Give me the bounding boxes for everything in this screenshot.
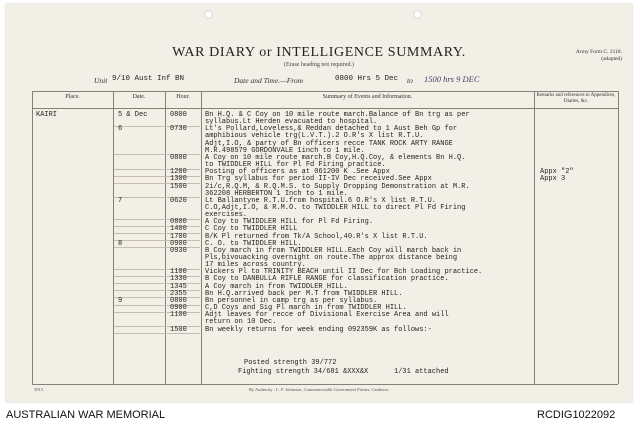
entry-hour: 0900: [170, 304, 187, 313]
col-header-date: Date.: [132, 94, 146, 100]
entry-place: KAIRI: [36, 111, 58, 119]
entry-hour: 2355: [170, 289, 187, 298]
table-top-rule: [32, 91, 618, 92]
col-divider: [201, 91, 202, 384]
row-rule: [114, 154, 200, 155]
attached-strength: 1/31 attached: [394, 368, 449, 376]
col-header-hour: Hour.: [176, 94, 190, 100]
col-header-summary: Summary of Events and Information.: [322, 94, 413, 100]
row-rule: [114, 276, 200, 277]
to-label: to: [407, 76, 413, 85]
posted-strength: Posted strength 39/772: [244, 359, 337, 367]
entry-summary-line: 17 miles across country.: [205, 261, 306, 270]
row-rule: [114, 169, 200, 170]
col-header-remarks: Remarks and references to Appendices, Diaries, &c.: [536, 93, 616, 104]
entry-summary-line: A Coy to TWIDDLER HILL for Pl Fd Firing.: [205, 218, 374, 227]
entry-summary-line: C. O. to TWIDDLER HILL.: [205, 239, 302, 248]
col-divider: [165, 91, 166, 384]
punch-hole: [413, 10, 422, 19]
entry-summary-line: B Coy to DANBULLA RIFLE RANGE for classification practice.: [205, 275, 449, 284]
entry-hour: 1500: [170, 325, 187, 334]
entry-remark: Appx 3: [540, 175, 566, 184]
punch-hole: [204, 10, 213, 19]
row-rule: [114, 269, 200, 270]
printer-authority: By Authority : L. F. Johnston, Commonwealth Government Printer, Canberra.: [248, 387, 390, 392]
from-value: 0800 Hrs 5 Dec: [335, 75, 399, 83]
entry-hour: 0800: [170, 111, 187, 119]
datetime-label: Date and Time.—From: [234, 76, 304, 85]
row-rule: [114, 126, 200, 127]
archive-id: RCDIG1022092: [537, 409, 616, 421]
entry-remark: Appx "2": [540, 168, 574, 177]
row-rule: [114, 226, 200, 227]
to-value: 1500 hrs 9 DEC: [424, 74, 480, 84]
col-divider: [113, 91, 114, 384]
entry-summary-line: Bn H.Q.arrived back per M.T from TWIDDLER HILL.: [205, 289, 403, 298]
table-bottom-rule: [32, 384, 618, 385]
row-rule: [114, 233, 200, 234]
entry-summary-line: C,D Coys and Sig Pl march in from TWIDDLER HILL.: [205, 304, 407, 313]
col-header-place: Place.: [65, 94, 80, 100]
table-border-left: [32, 91, 33, 384]
diary-page: [6, 4, 632, 402]
entry-summary-line: Bn personnel in camp trg as per syllabus.: [205, 296, 378, 305]
form-code: 3915.: [34, 387, 45, 392]
entry-summary-line: 2i/c,R.Q.M, & R.Q.M.S. to Supply Dropping Demonstration at M.R.: [205, 182, 470, 191]
entry-hour: 0800: [170, 296, 187, 305]
row-rule: [114, 333, 200, 334]
entry-hour: 0800: [170, 218, 187, 227]
page-title: WAR DIARY or INTELLIGENCE SUMMARY.: [172, 45, 466, 60]
entry-date: 9: [118, 296, 123, 305]
row-rule: [114, 283, 200, 284]
entry-hour: 0900: [170, 239, 187, 248]
entry-summary-line: Bn Trg syllabus for period II-IV Dec received.See Appx: [205, 175, 432, 184]
table-header-rule: [32, 108, 618, 109]
row-rule: [114, 305, 200, 306]
entry-summary-line: Lt Ballantyne R.T.U.from hospital.6 O.R's X list R.T.U.: [205, 196, 437, 205]
entry-hour: 1100: [170, 311, 187, 320]
entry-summary-line: B Coy march in from TWIDDLER HILL.Each Coy will march back in: [205, 246, 462, 255]
unit-value: 9/10 Aust Inf BN: [112, 75, 185, 83]
row-rule: [114, 247, 200, 248]
entry-summary-line: A Coy on 10 mile route march.B Coy,H.Q.Coy, & elements Bn H.Q.: [205, 153, 466, 162]
entry-summary-line: C Coy to TWIDDLER HILL: [205, 225, 298, 234]
unit-label: Unit: [94, 76, 108, 85]
entry-summary-line: C.O,Adjt,I.O, & R.M.O. to TWIDDLER HILL to direct Pl Fd Firing: [205, 203, 466, 212]
archive-caption: AUSTRALIAN WAR MEMORIAL: [6, 409, 166, 421]
row-rule: [114, 312, 200, 313]
entry-summary-line: Adjt leaves for recce of Divisional Exercise Area and will: [205, 311, 449, 320]
page-subtitle: (Erase heading not required.): [284, 62, 354, 68]
col-divider: [534, 91, 535, 384]
row-rule: [114, 176, 200, 177]
entry-date: 5 & Dec: [118, 111, 148, 119]
entry-date: 6: [118, 125, 123, 134]
row-rule: [114, 197, 200, 198]
row-rule: [114, 290, 200, 291]
entry-hour: 1200: [170, 168, 187, 177]
entry-hour: 1700: [170, 232, 187, 241]
entry-summary-line: Bn H.Q. & C Coy on 10 mile route march.Balance of Bn trg as per: [205, 111, 470, 119]
entry-hour: 1400: [170, 225, 187, 234]
entry-hour: 1500: [170, 182, 187, 191]
entry-summary-line: Lt's Pollard,Loveless,& Reddan detached to 1 Aust Beh Gp for: [205, 125, 458, 134]
row-rule: [114, 326, 200, 327]
entry-summary-line: return on 10 Dec.: [205, 318, 277, 327]
entry-summary-line: Adjt,I.O, & party of Bn officers recce TANK ROCK ARTY RANGE: [205, 139, 453, 148]
entry-hour: 1345: [170, 282, 187, 291]
entry-hour: 1100: [170, 268, 187, 277]
entry-summary-line: Vickers Pl to TRINITY BEACH until II Dec for Bch Loading practice.: [205, 268, 483, 277]
entry-hour: 0730: [170, 125, 187, 134]
entry-hour: 0930: [170, 246, 187, 255]
entry-summary-line: 362208 HERBERTON 1 Inch to 1 mile.: [205, 189, 348, 198]
army-form-label: Army Form C. 2118. (adapted): [575, 49, 622, 62]
entry-hour: 1330: [170, 275, 187, 284]
entry-summary-line: Posting of officers as at 061200 K .See Appx: [205, 168, 390, 177]
entry-summary-line: syllabus.Lt Herden evacuated to hospital.: [205, 118, 378, 127]
entry-date: 8: [118, 239, 123, 248]
entry-summary-line: Pls,bivouacking overnight on route.The approx distance being: [205, 254, 458, 262]
entry-hour: 1300: [170, 175, 187, 184]
entry-hour: 0800: [170, 153, 187, 162]
row-rule: [114, 219, 200, 220]
row-rule: [114, 297, 200, 298]
entry-hour: 0620: [170, 196, 187, 205]
entry-summary-line: B/K Pl returned from Tk/A School,40.R's X list R.T.U.: [205, 232, 428, 241]
row-rule: [114, 240, 200, 241]
entry-summary-line: A Coy march in from TWIDDLER HILL.: [205, 282, 348, 291]
entry-summary-line: amphibious vehicle trg(L.V.T.).2 O.R's X list R.T.U.: [205, 132, 424, 141]
entry-summary-line: exercises.: [205, 211, 248, 220]
entry-summary-line: to TWIDDLER HILL for Pl Fd Firing practice.: [205, 161, 386, 170]
entry-date: 7: [118, 196, 123, 205]
table-border-right: [618, 91, 619, 384]
entry-summary-line: M.R.498579 GORDONVALE 1inch to 1 mile.: [205, 146, 365, 155]
fighting-strength: Fighting strength 34/681 &XXX&X: [238, 368, 369, 376]
entry-summary-line: Bn weekly returns for week ending 092359K as follows:-: [205, 325, 432, 334]
row-rule: [114, 183, 200, 184]
